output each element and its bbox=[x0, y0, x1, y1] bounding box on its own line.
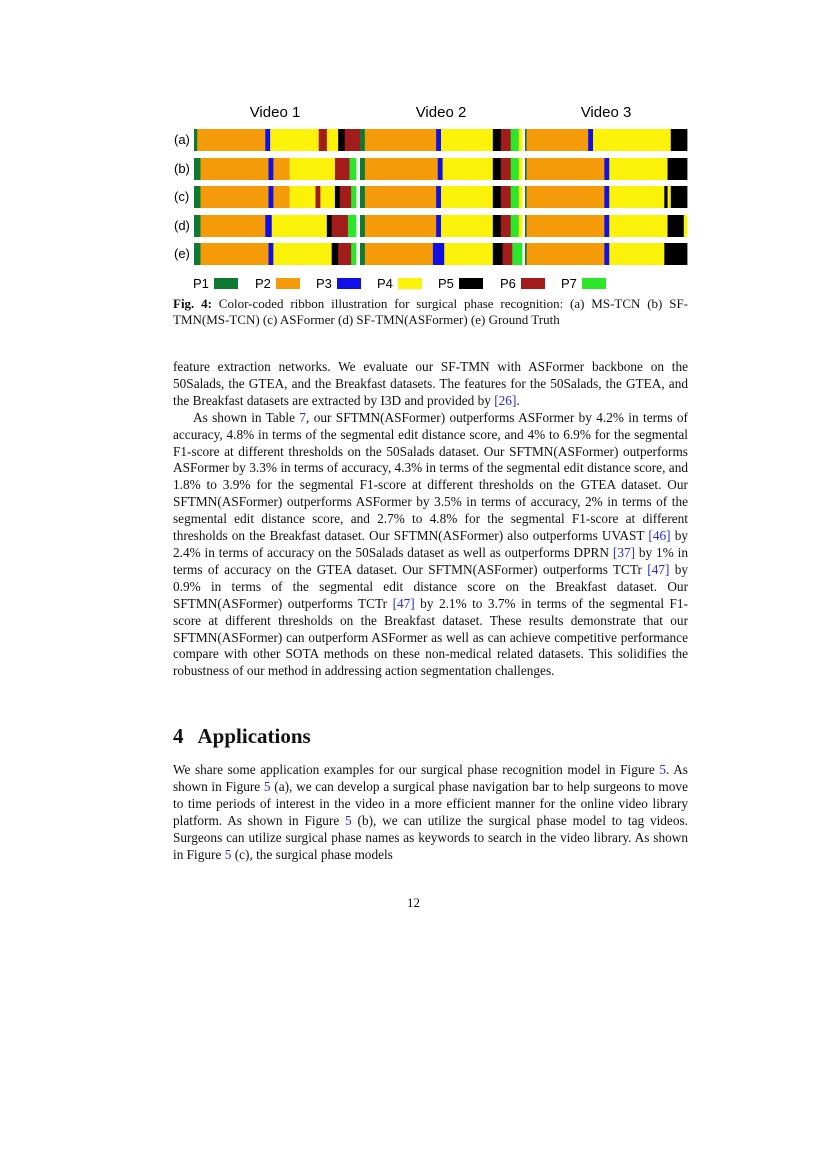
phase-segment bbox=[668, 186, 672, 208]
phase-segment bbox=[345, 129, 362, 151]
phase-segment bbox=[527, 243, 605, 265]
phase-segment bbox=[503, 243, 513, 265]
phase-segment bbox=[340, 186, 352, 208]
phase-segment bbox=[493, 129, 502, 151]
phase-segment bbox=[327, 129, 339, 151]
paragraph-3-text: We share some application examples for our surgical phase recognition model in Figure bbox=[173, 762, 660, 777]
phase-segment bbox=[335, 186, 340, 208]
phase-segment bbox=[200, 243, 268, 265]
phase-segment bbox=[527, 158, 605, 180]
phase-segment bbox=[501, 129, 511, 151]
figure-link[interactable]: 5 bbox=[659, 762, 667, 777]
phase-segment bbox=[519, 158, 523, 180]
phase-segment bbox=[519, 186, 523, 208]
phase-segment bbox=[320, 186, 335, 208]
phase-segment bbox=[604, 186, 609, 208]
figure-4 bbox=[168, 96, 698, 296]
phase-segment bbox=[316, 186, 321, 208]
legend-label: P2 bbox=[255, 276, 271, 291]
phase-segment bbox=[511, 215, 520, 237]
phase-segment bbox=[365, 158, 438, 180]
paragraph-3-text: (b), we can utilize the surgical phase model to tag videos. Surgeons can utilize surgical phase names as keywords to search in the video library. As shown in Figure bbox=[173, 812, 688, 862]
phase-segment bbox=[443, 158, 494, 180]
caption-label: Fig. 4: bbox=[173, 296, 212, 311]
phase-segment bbox=[671, 129, 688, 151]
phase-segment bbox=[194, 215, 201, 237]
phase-segment bbox=[365, 243, 433, 265]
paragraph-3-text: (a), we can develop a surgical phase navigation bar to help surgeons to move to time periods of interest in the video in a more efficient manner for the online video library platform. As shown in Figure bbox=[173, 778, 688, 828]
legend-swatch bbox=[582, 278, 606, 289]
phase-segment bbox=[527, 129, 589, 151]
phase-segment bbox=[609, 186, 664, 208]
ribbon-figure bbox=[168, 96, 698, 296]
phase-segment bbox=[265, 215, 272, 237]
phase-segment bbox=[360, 129, 365, 151]
phase-segment bbox=[200, 186, 268, 208]
phase-segment bbox=[493, 215, 502, 237]
row-label: (e) bbox=[174, 246, 190, 261]
phase-segment bbox=[527, 215, 605, 237]
legend-label: P1 bbox=[193, 276, 209, 291]
phase-segment bbox=[511, 129, 520, 151]
phase-segment bbox=[351, 243, 356, 265]
phase-segment bbox=[609, 158, 668, 180]
phase-segment bbox=[493, 243, 503, 265]
legend-swatch bbox=[337, 278, 361, 289]
paragraph-2-text: As shown in Table bbox=[193, 409, 300, 425]
paragraph-3-text: (c), the surgical phase models bbox=[231, 846, 393, 862]
phase-segment bbox=[441, 129, 493, 151]
phase-segment bbox=[436, 215, 441, 237]
legend-swatch bbox=[276, 278, 300, 289]
phase-segment bbox=[269, 243, 274, 265]
phase-segment bbox=[360, 215, 365, 237]
video-label: Video 1 bbox=[249, 104, 301, 121]
phase-segment bbox=[269, 158, 274, 180]
phase-segment bbox=[588, 129, 593, 151]
phase-segment bbox=[335, 158, 350, 180]
phase-segment bbox=[441, 186, 493, 208]
phase-segment bbox=[604, 158, 609, 180]
phase-segment bbox=[671, 186, 688, 208]
body-text-2 bbox=[173, 762, 688, 863]
phase-segment bbox=[604, 243, 609, 265]
phase-segment bbox=[593, 129, 671, 151]
section-number: 4 bbox=[173, 724, 184, 748]
phase-segment bbox=[519, 215, 523, 237]
phase-segment bbox=[265, 129, 270, 151]
phase-segment bbox=[519, 129, 523, 151]
phase-segment bbox=[194, 158, 201, 180]
phase-segment bbox=[273, 243, 332, 265]
phase-segment bbox=[350, 158, 357, 180]
citation-link[interactable]: [37] bbox=[612, 544, 636, 560]
phase-segment bbox=[527, 186, 605, 208]
phase-segment bbox=[441, 215, 493, 237]
phase-segment bbox=[436, 129, 441, 151]
video-label: Video 3 bbox=[580, 104, 632, 121]
row-label: (b) bbox=[174, 161, 190, 176]
section-title: Applications bbox=[197, 724, 311, 748]
citation-link[interactable]: [47] bbox=[392, 595, 415, 611]
phase-segment bbox=[273, 158, 290, 180]
legend-label: P5 bbox=[438, 276, 454, 291]
phase-segment bbox=[270, 129, 293, 151]
phase-segment bbox=[273, 186, 290, 208]
paragraph-2-text: , our SFTMN(ASFormer) outperforms ASFormer by 4.2% in terms of accuracy, 4.8% in terms of the segmental edit distance score, and 4% to 6.9% for the segmental F1-score at different thresholds on the 50Salads dataset. Our SFTMN(ASFormer) outperforms ASFormer by 3.3% in terms of accuracy, 4.3% in terms of the segmental edit distance score, and 1.8% to 3.9% for the segmental F1-score at different thresholds on the GTEA dataset. Our SFTMN(ASFormer) outperforms ASFormer by 3.5% in terms of accuracy, 2% in terms of the segmental edit distance score, and 2.7% to 4.8% for the segmental F1-score at different thresholds on the Breakfast dataset. Our SFTMN(ASFormer) also outperforms UVAST bbox=[173, 409, 688, 544]
phase-segment bbox=[348, 215, 357, 237]
phase-segment bbox=[290, 186, 316, 208]
phase-segment bbox=[604, 215, 609, 237]
legend-swatch bbox=[521, 278, 545, 289]
body-text-1 bbox=[173, 359, 688, 680]
phase-segment bbox=[327, 215, 332, 237]
paragraph-1-text: feature extraction networks. We evaluate our SF-TMN with ASFormer backbone on the 50Salads, the GTEA, and the Breakfast datasets. The features for the 50Salads, the GTEA, and the Breakfast datasets are extracted by I3D and provided by bbox=[173, 359, 688, 408]
phase-segment bbox=[684, 215, 688, 237]
video-label: Video 2 bbox=[415, 104, 467, 121]
phase-segment bbox=[512, 243, 522, 265]
legend-label: P6 bbox=[500, 276, 516, 291]
paragraph-1 bbox=[173, 359, 688, 410]
legend-swatch bbox=[398, 278, 422, 289]
section-heading bbox=[173, 724, 688, 749]
phase-segment bbox=[444, 243, 493, 265]
paragraph-2-text: by 2.1% to 3.7% in terms of the segmental F1-score at different thresholds on the Breakfast dataset. These results demonstrate that our SFTMN(ASFormer) can outperform ASFormer as well as can achieve competitive performance compare with other SOTA methods on these non-medical related datasets. This solidifies the robustness of our method in addressing action segmentation challenges. bbox=[173, 595, 688, 679]
phase-segment bbox=[269, 186, 274, 208]
phase-segment bbox=[501, 186, 511, 208]
phase-segment bbox=[332, 243, 339, 265]
figure-link[interactable]: 5 bbox=[263, 778, 271, 794]
phase-segment bbox=[664, 243, 687, 265]
phase-segment bbox=[290, 158, 336, 180]
row-label: (a) bbox=[174, 132, 190, 147]
paragraph-2 bbox=[173, 410, 688, 681]
legend-label: P7 bbox=[561, 276, 577, 291]
legend-swatch bbox=[214, 278, 238, 289]
legend-label: P4 bbox=[377, 276, 393, 291]
phase-segment bbox=[501, 158, 511, 180]
phase-segment bbox=[501, 215, 511, 237]
phase-segment bbox=[272, 215, 327, 237]
citation-link[interactable]: [47] bbox=[647, 561, 670, 577]
table-link[interactable]: 7 bbox=[299, 409, 307, 425]
phase-segment bbox=[511, 158, 520, 180]
phase-segment bbox=[194, 129, 198, 151]
phase-segment bbox=[609, 215, 668, 237]
phase-segment bbox=[360, 158, 365, 180]
citation-link[interactable]: [46] bbox=[648, 528, 671, 544]
phase-segment bbox=[433, 243, 445, 265]
phase-segment bbox=[293, 129, 319, 151]
row-label: (c) bbox=[174, 189, 190, 204]
figure-link[interactable]: 5 bbox=[224, 846, 232, 862]
phase-segment bbox=[194, 186, 201, 208]
phase-segment bbox=[200, 158, 268, 180]
citation-link[interactable]: [26] bbox=[494, 392, 517, 408]
phase-segment bbox=[609, 243, 664, 265]
figure-link[interactable]: 5 bbox=[345, 812, 352, 828]
phase-segment bbox=[338, 243, 351, 265]
phase-segment bbox=[200, 215, 265, 237]
phase-segment bbox=[493, 186, 502, 208]
phase-segment bbox=[351, 186, 356, 208]
paragraph-3-text: . As shown in Figure bbox=[173, 762, 688, 794]
phase-segment bbox=[194, 243, 201, 265]
paragraph-2-text: by 2.4% in terms of accuracy on the 50Salads dataset as well as outperforms DPRN bbox=[173, 528, 688, 560]
legend-label: P3 bbox=[316, 276, 332, 291]
phase-segment bbox=[365, 186, 437, 208]
paragraph-2-text: by 0.9% in terms of the segmental edit distance score on the Breakfast dataset. Our SFTMN(ASFormer) outperforms TCTr bbox=[173, 561, 688, 611]
phase-segment bbox=[360, 186, 365, 208]
phase-segment bbox=[436, 186, 441, 208]
phase-segment bbox=[338, 129, 345, 151]
phase-segment bbox=[365, 215, 437, 237]
phase-segment bbox=[365, 129, 437, 151]
caption-text: Color-coded ribbon illustration for surgical phase recognition: (a) MS-TCN (b) SF-TMN(MS-TCN) (c) ASFormer (d) SF-TMN(ASFormer) (e) Ground Truth bbox=[173, 296, 689, 327]
phase-segment bbox=[668, 158, 688, 180]
phase-segment bbox=[664, 186, 668, 208]
paragraph-2-text: by 1% in terms of accuracy on the GTEA dataset. Our SFTMN(ASFormer) outperforms TCTr bbox=[173, 544, 688, 577]
phase-segment bbox=[360, 243, 365, 265]
phase-segment bbox=[438, 158, 443, 180]
paragraph-1-end: . bbox=[516, 392, 520, 408]
paragraph-3 bbox=[173, 762, 688, 863]
figure-caption bbox=[173, 296, 688, 328]
row-label: (d) bbox=[174, 218, 190, 233]
phase-segment bbox=[511, 186, 520, 208]
phase-segment bbox=[197, 129, 265, 151]
phase-segment bbox=[332, 215, 349, 237]
phase-segment bbox=[668, 215, 685, 237]
phase-segment bbox=[493, 158, 502, 180]
legend-swatch bbox=[459, 278, 483, 289]
page-number: 12 bbox=[407, 895, 420, 910]
phase-segment bbox=[319, 129, 328, 151]
